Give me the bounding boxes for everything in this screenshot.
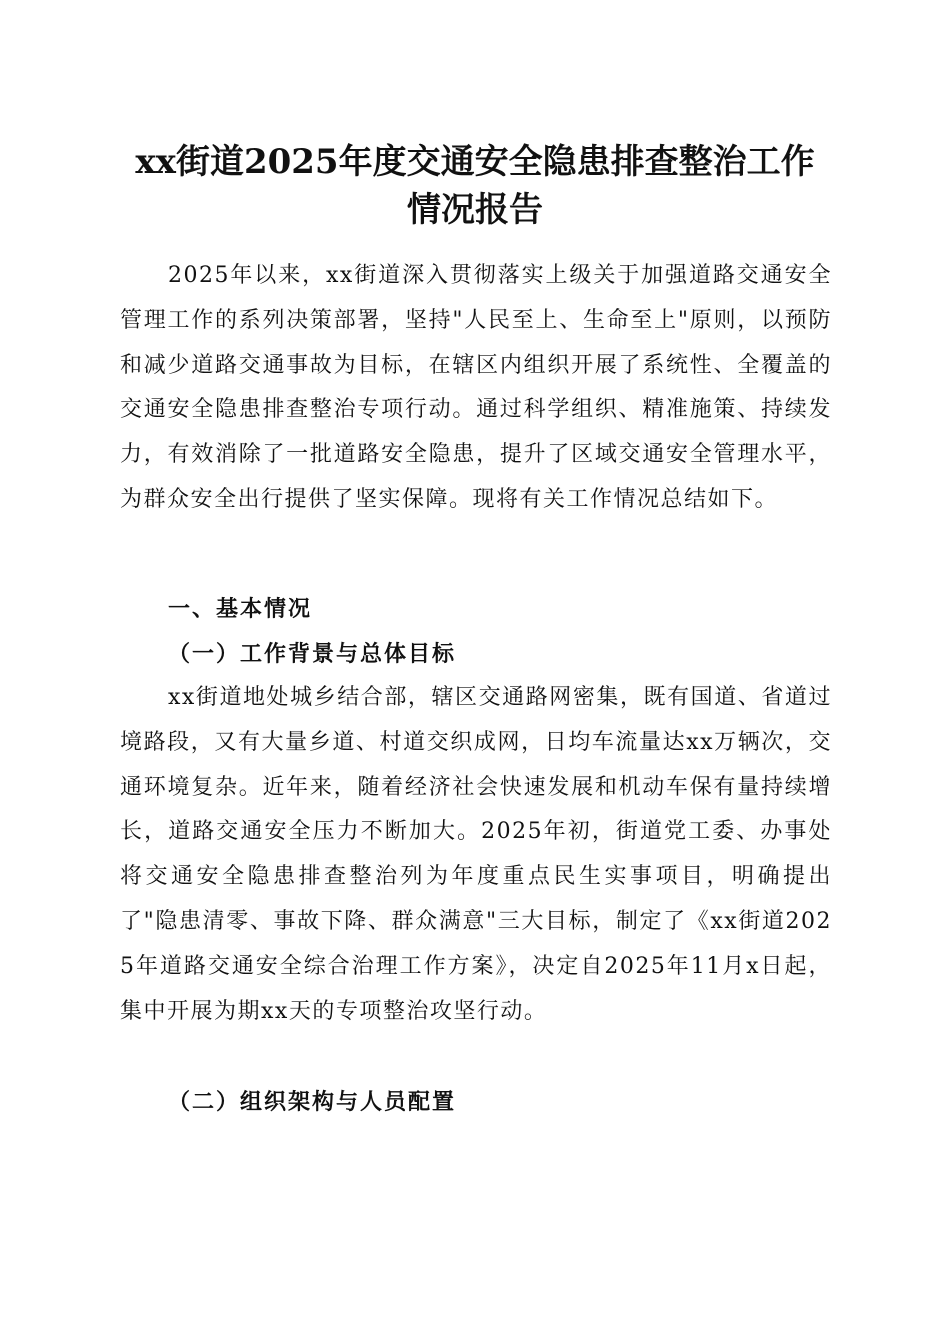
background-paragraph: xx街道地处城乡结合部，辖区交通路网密集，既有国道、省道过境路段，又有大量乡道、村道交织成网，日均车流量达xx万辆次，交通环境复杂。近年来，随着经济社会快速发展和机动车保有量持续增长，道路交通安全压力不断加大。2025年初，街道党工委、办事处将交通安全隐患排查整治列为年度重点民生实事项目，明确提出了"隐患清零、事故下降、群众满意"三大目标，制定了《xx街道2025年道路交通安全综合治理工作方案》，决定自2025年11月x日起，集中开展为期xx天的专项整治攻坚行动。 [120,685,832,1024]
subsection-heading-background: （一）工作背景与总体目标 [168,641,457,667]
document-title-line-1: xx街道2025年度交通安全隐患排查整治工作 [135,142,815,182]
section-heading-basic-situation: 一、基本情况 [168,597,313,622]
intro-paragraph: 2025年以来，xx街道深入贯彻落实上级关于加强道路交通安全管理工作的系列决策部署，坚持"人民至上、生命至上"原则，以预防和减少道路交通事故为目标，在辖区内组织开展了系统性、全覆盖的交通安全隐患排查整治专项行动。通过科学组织、精准施策、持续发力，有效消除了一批道路安全隐患，提升了区域交通安全管理水平，为群众安全出行提供了坚实保障。现将有关工作情况总结如下。 [120,263,832,512]
document-title-line-2: 情况报告 [407,190,543,230]
subsection-heading-organization: （二）组织架构与人员配置 [168,1089,457,1115]
